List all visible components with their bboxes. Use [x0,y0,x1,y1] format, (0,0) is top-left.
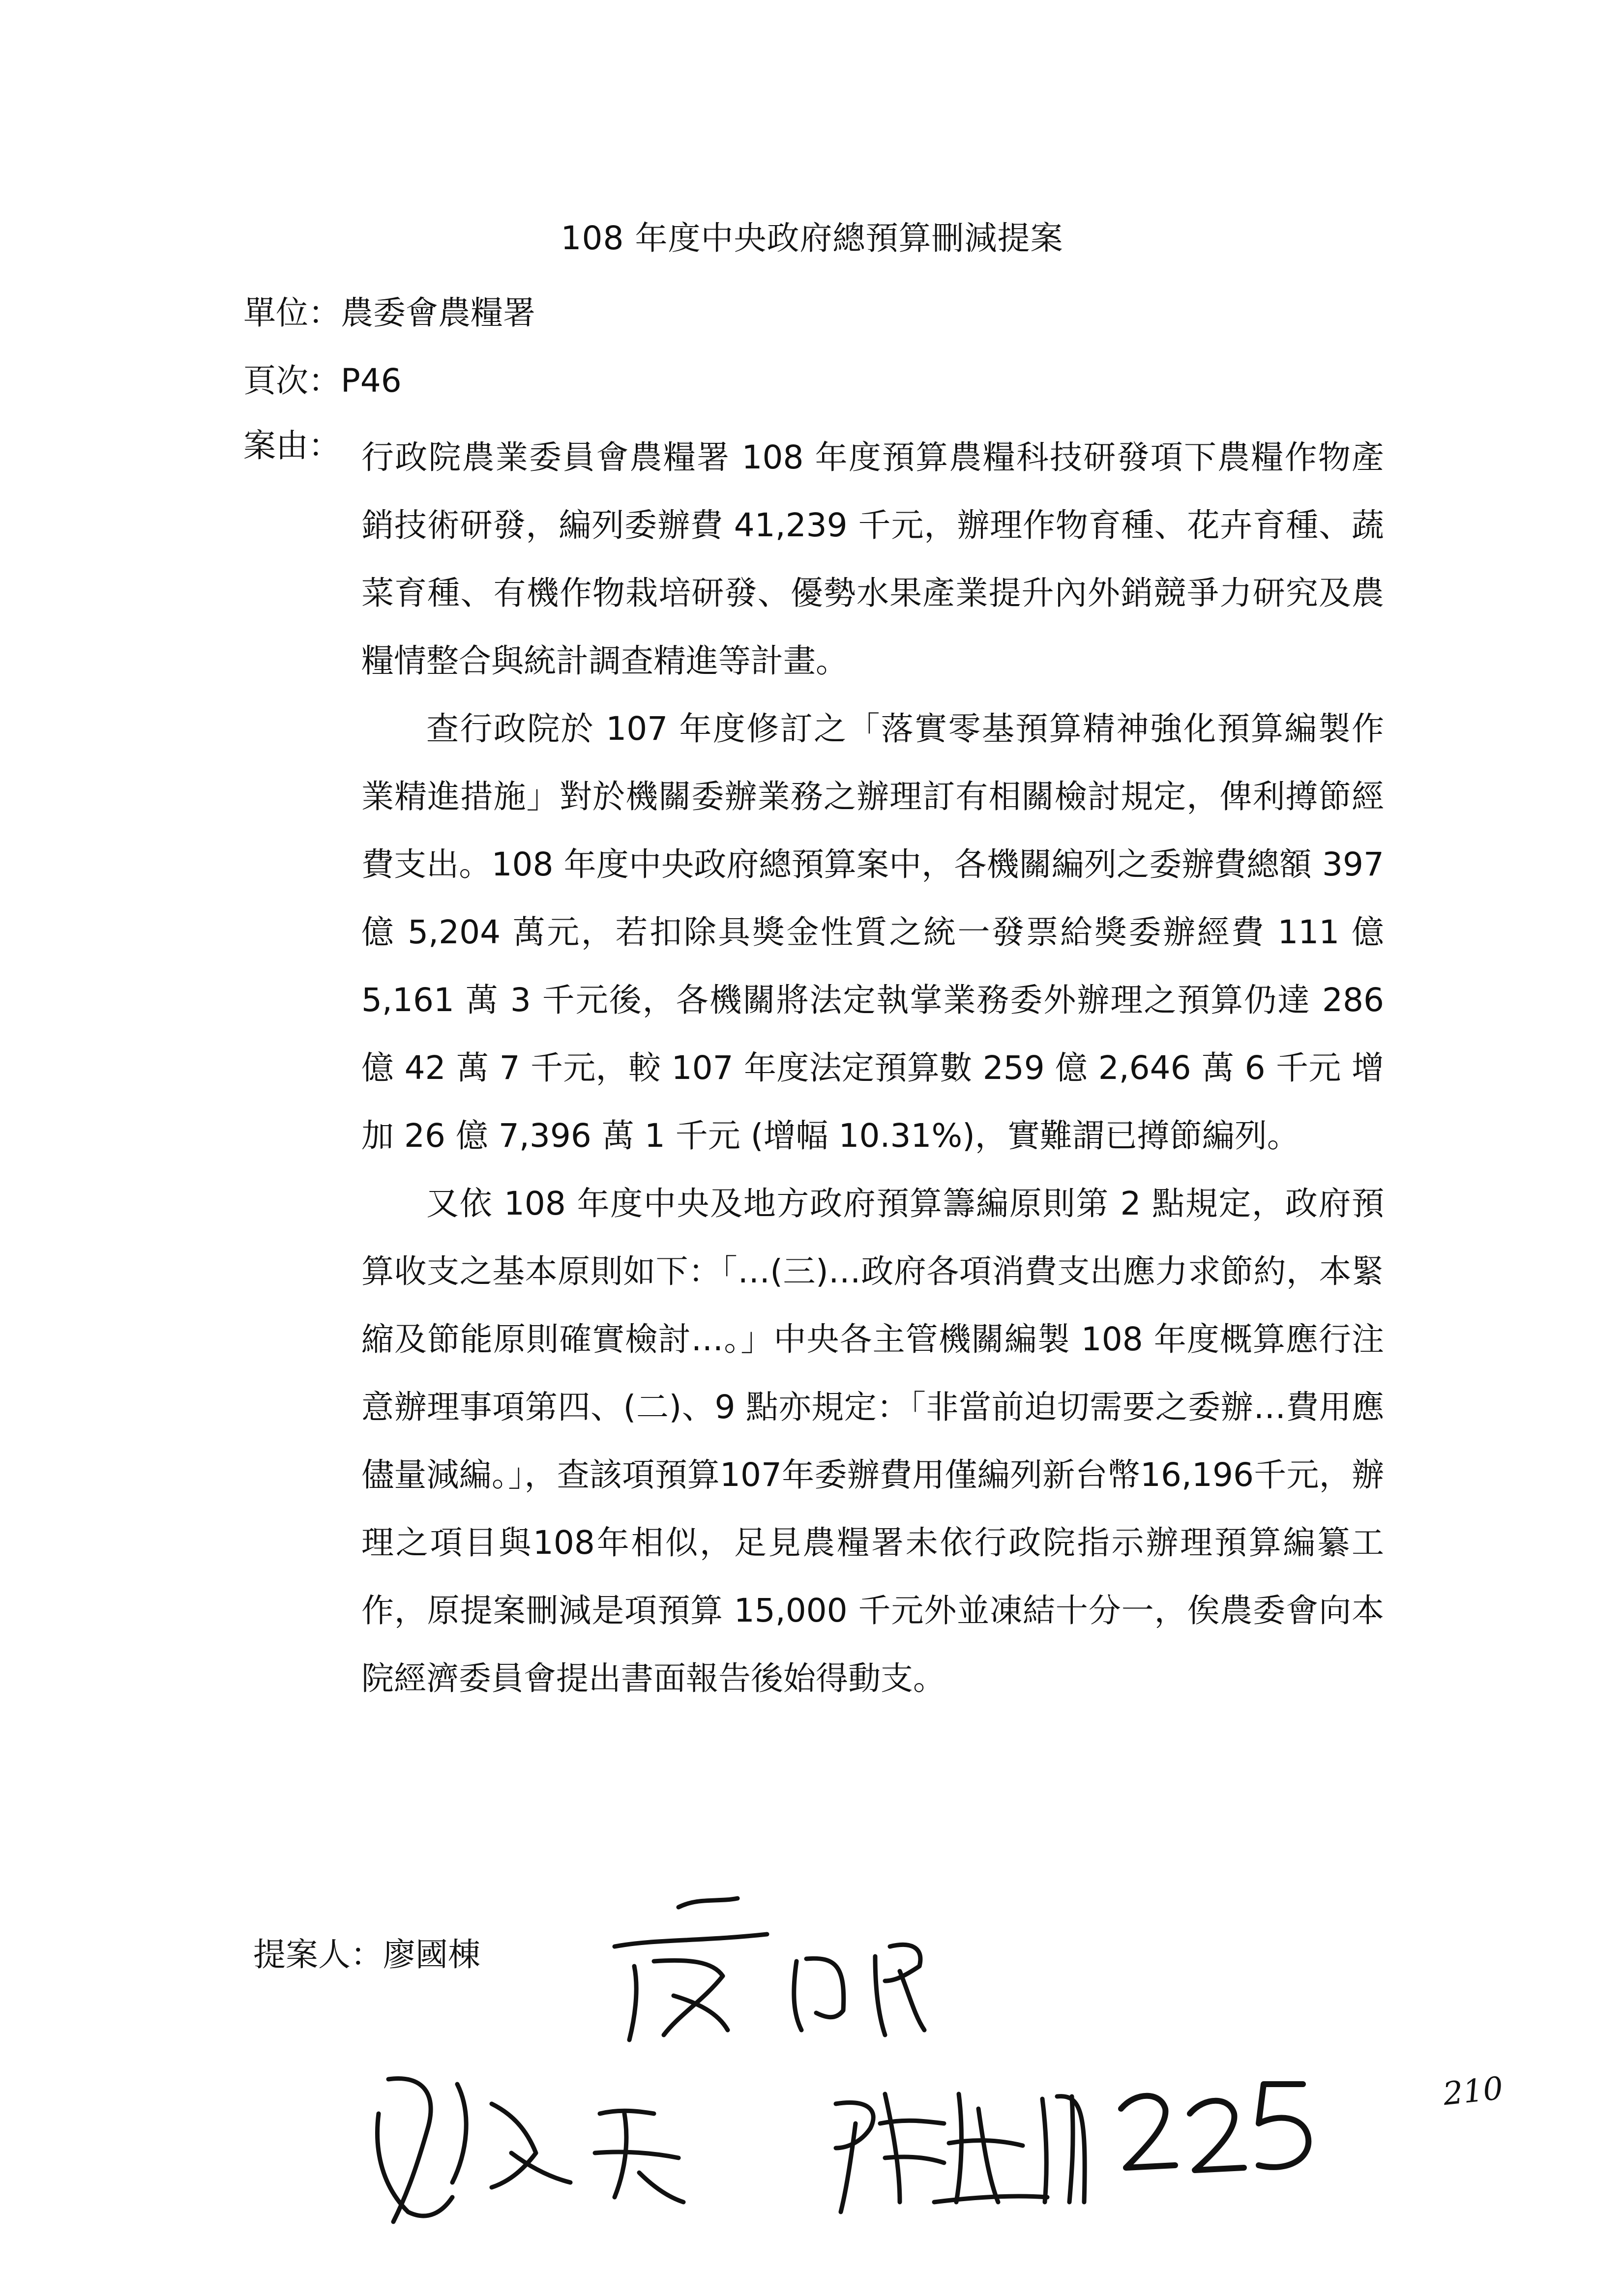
paragraph-1: 行政院農業委員會農糧署 108 年度預算農糧科技研發項下農糧作物產銷技術研發，編列委辦費 41,239 千元，辦理作物育種、花卉育種、蔬菜育種、有機作物栽培研發、優勢水果產業提升內外銷競爭力研究及農糧情整合與統計調查精進等計畫。 [361,438,1384,680]
handwritten-225 [1121,2084,1308,2170]
unit-value: 農委會農糧署 [341,294,535,332]
document-title: 108 年度中央政府總預算刪減提案 [561,219,1063,257]
signature-lower-right [836,2094,1085,2212]
signature-lower-left [378,2078,684,2222]
proposer-name: 廖國棟 [383,1936,480,1974]
page-value: P46 [341,362,402,400]
paragraph-2: 查行政院於 107 年度修訂之「落實零基預算精神強化預算編製作業精進措施」對於機關委辦業務之辦理訂有相關檢討規定，俾利撙節經費支出。108 年度中央政府總預算案中，各機關編列之委辦費總額 397 億 5,204 萬元，若扣除具獎金性質之統一發票給獎委辦經費 111 億 5,161 萬 3 千元後，各機關將法定執掌業務委外辦理之預算仍達 286 億 42 萬 7 千元，較 107 年度法定預算數 259 億 2,646 萬 6 千元 增加 26 億 7,396 萬 1 千元 (增幅 10.31%)，實難謂已撙節編列。 [361,710,1384,1155]
reason-label: 案由： [243,427,341,465]
page-label: 頁次： [243,362,341,400]
paragraph-3: 又依 108 年度中央及地方政府預算籌編原則第 2 點規定，政府預算收支之基本原則如下：「…(三)…政府各項消費支出應力求節約，本緊縮及節能原則確實檢討…。」中央各主管機關編製 108 年度概算應行注意辦理事項第四、(二)、9 點亦規定：「非當前迫切需要之委辦…費用應儘量減編。」，查該項預算107年委辦費用僅編列新台幣16,196千元，辦理之項目與108年相似，足見農糧署未依行政院指示辦理預算編纂工作，原提案刪減是項預算 15,000 千元外並凍結十分一，俟農委會向本院經濟委員會提出書面報告後始得動支。 [361,1185,1384,1697]
signature-upper [615,1898,924,2040]
proposer-label: 提案人： [253,1936,383,1974]
page-number-mark: 210 [1441,2070,1505,2113]
unit-label: 單位： [243,294,341,332]
